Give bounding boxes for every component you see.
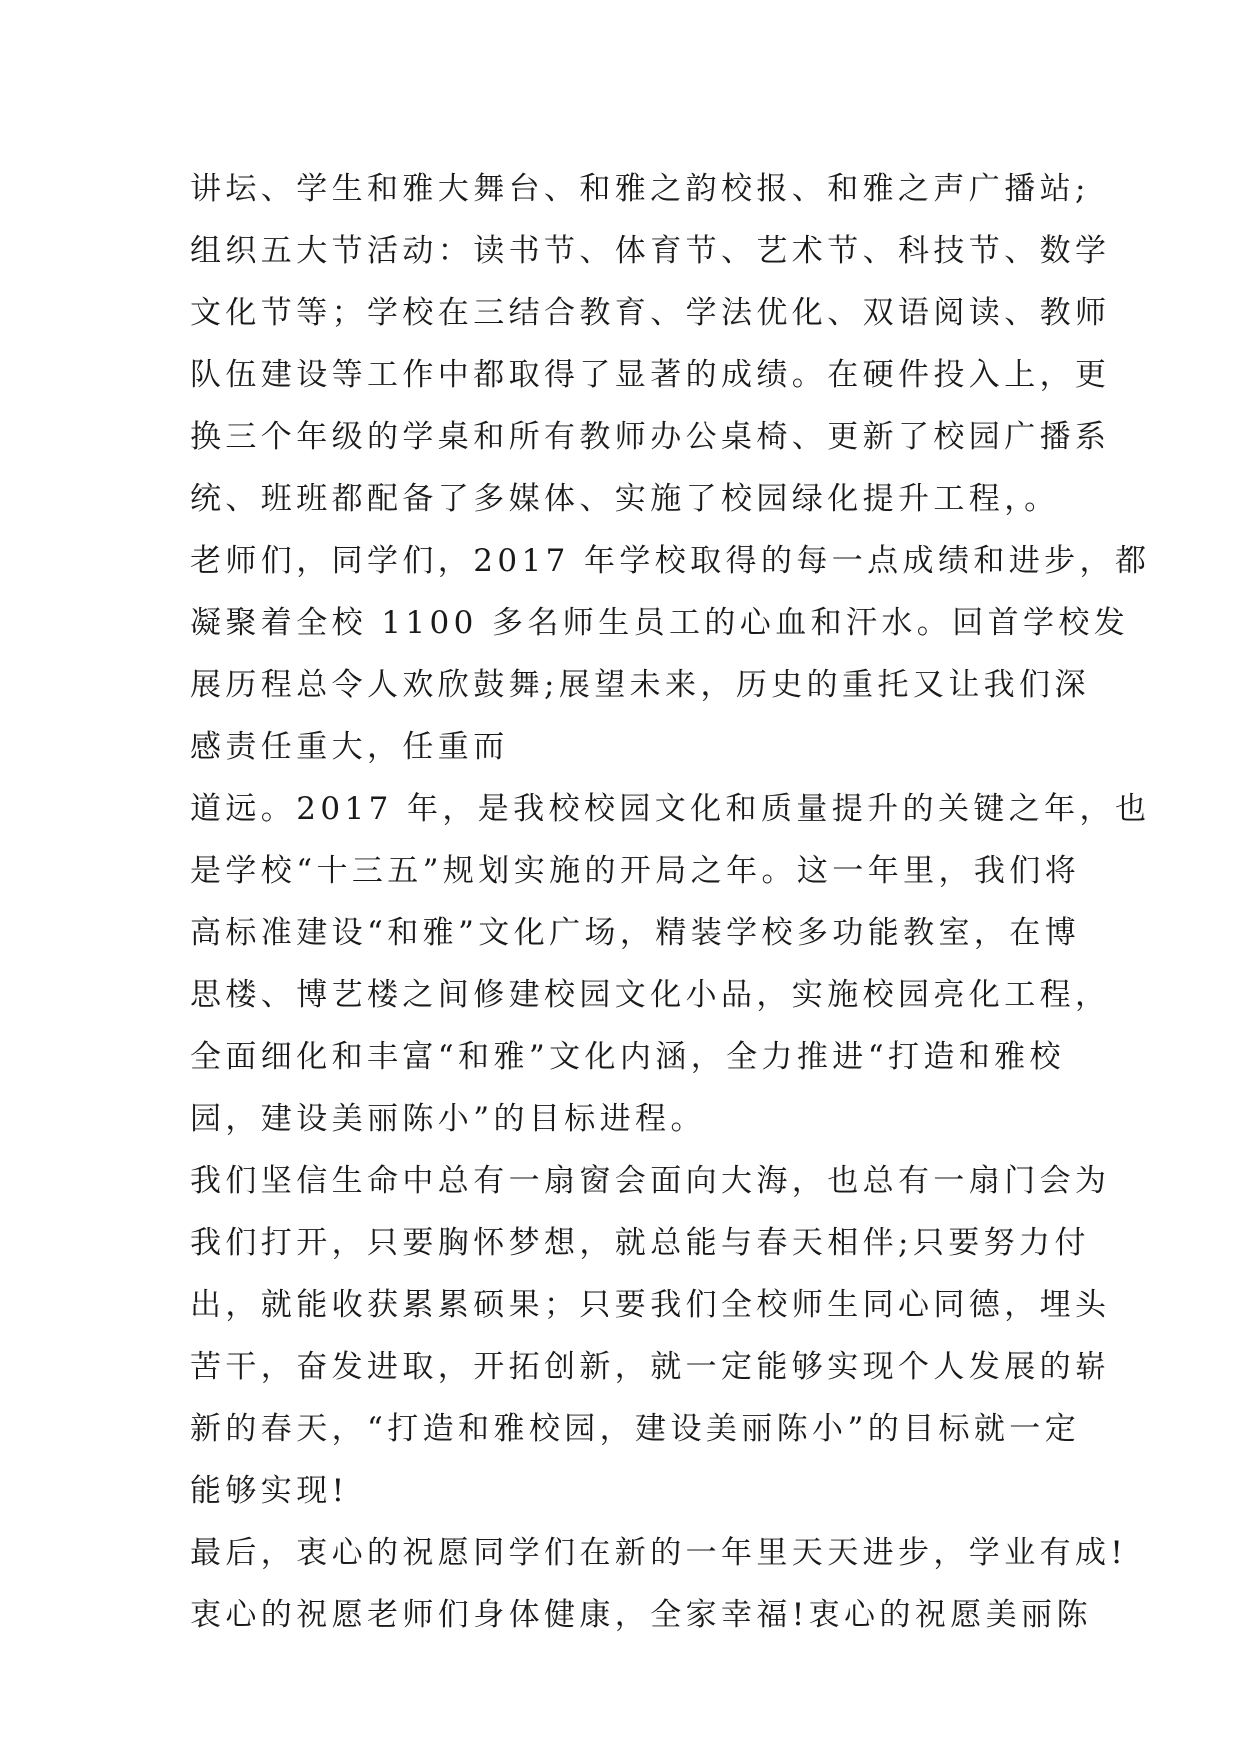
text-line: 统、班班都配备了多媒体、实施了校园绿化提升工程，。 xyxy=(190,481,1060,517)
text-line: 苦干，奋发进取，开拓创新，就一定能够实现个人发展的崭 xyxy=(190,1349,1111,1385)
text-line: 感责任重大，任重而 xyxy=(190,729,509,765)
text-line: 展历程总令人欢欣鼓舞;展望未来，历史的重托又让我们深 xyxy=(190,667,1090,703)
text-line: 能够实现! xyxy=(190,1473,349,1509)
text-line: 凝聚着全校 1100 多名师生员工的心血和汗水。回首学校发 xyxy=(190,605,1130,641)
text-line: 队伍建设等工作中都取得了显著的成绩。在硬件投入上，更 xyxy=(190,357,1111,393)
document-body xyxy=(190,158,1151,1646)
text-line: 思楼、博艺楼之间修建校园文化小品，实施校园亮化工程， xyxy=(190,977,1111,1013)
text-line: 园，建设美丽陈小”的目标进程。 xyxy=(190,1101,706,1137)
text-line: 文化节等；学校在三结合教育、学法优化、双语阅读、教师 xyxy=(190,295,1111,331)
text-line: 道远。2017 年，是我校校园文化和质量提升的关键之年，也 xyxy=(190,791,1151,827)
text-line: 老师们，同学们，2017 年学校取得的每一点成绩和进步，都 xyxy=(190,543,1151,579)
text-line: 是学校“十三五”规划实施的开局之年。这一年里，我们将 xyxy=(190,853,1081,889)
text-line: 出，就能收获累累硕果；只要我们全校师生同心同德，埋头 xyxy=(190,1287,1111,1323)
text-line: 我们打开，只要胸怀梦想，就总能与春天相伴;只要努力付 xyxy=(190,1225,1090,1261)
text-line: 最后，衷心的祝愿同学们在新的一年里天天进步，学业有成! xyxy=(190,1535,1128,1571)
text-line: 高标准建设“和雅”文化广场，精装学校多功能教室，在博 xyxy=(190,915,1081,951)
text-line: 换三个年级的学桌和所有教师办公桌椅、更新了校园广播系 xyxy=(190,419,1111,455)
text-line: 新的春天，“打造和雅校园，建设美丽陈小”的目标就一定 xyxy=(190,1411,1081,1447)
text-line: 衷心的祝愿老师们身体健康，全家幸福!衷心的祝愿美丽陈 xyxy=(190,1597,1092,1633)
text-line: 讲坛、学生和雅大舞台、和雅之韵校报、和雅之声广播站; xyxy=(190,171,1090,207)
text-line: 全面细化和丰富“和雅”文化内涵，全力推进“打造和雅校 xyxy=(190,1039,1065,1075)
text-line: 我们坚信生命中总有一扇窗会面向大海，也总有一扇门会为 xyxy=(190,1163,1111,1199)
text-line: 组织五大节活动：读书节、体育节、艺术节、科技节、数学 xyxy=(190,233,1111,269)
